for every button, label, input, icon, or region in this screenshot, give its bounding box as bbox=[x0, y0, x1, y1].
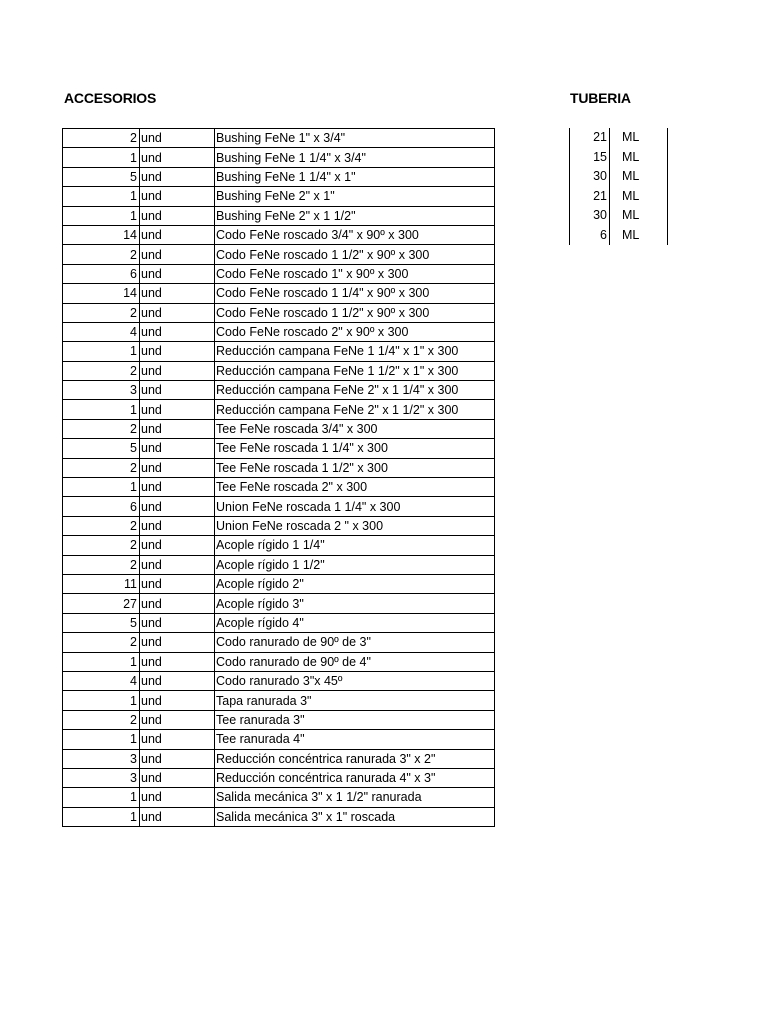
accesorio-row bbox=[63, 458, 495, 477]
description-cell: Codo FeNe roscado 1" x 90º x 300 bbox=[215, 264, 495, 283]
unit-cell: und bbox=[140, 691, 215, 710]
quantity-cell: 6 bbox=[63, 497, 140, 516]
unit-cell: und bbox=[140, 633, 215, 652]
accesorio-row bbox=[63, 225, 495, 244]
unit-cell: und bbox=[140, 381, 215, 400]
unit-cell: und bbox=[140, 749, 215, 768]
unit-cell: und bbox=[140, 458, 215, 477]
unit-cell: und bbox=[140, 187, 215, 206]
description-cell: Codo FeNe roscado 2" x 90º x 300 bbox=[215, 322, 495, 341]
tuberia-row bbox=[570, 226, 668, 246]
unit-cell: und bbox=[140, 148, 215, 167]
quantity-cell: 2 bbox=[63, 536, 140, 555]
unit-cell: und bbox=[140, 206, 215, 225]
unit-cell: und bbox=[140, 264, 215, 283]
description-cell: Reducción concéntrica ranurada 3" x 2" bbox=[215, 749, 495, 768]
quantity-cell: 2 bbox=[63, 555, 140, 574]
description-cell: Reducción campana FeNe 1 1/4" x 1" x 300 bbox=[215, 342, 495, 361]
unit-cell: und bbox=[140, 574, 215, 593]
unit-cell: und bbox=[140, 516, 215, 535]
description-cell: Codo ranurado de 90º de 4" bbox=[215, 652, 495, 671]
description-cell: Union FeNe roscada 1 1/4" x 300 bbox=[215, 497, 495, 516]
quantity-cell: 2 bbox=[63, 303, 140, 322]
accesorio-row bbox=[63, 303, 495, 322]
accesorio-row bbox=[63, 574, 495, 593]
description-cell: Codo ranurado 3"x 45º bbox=[215, 671, 495, 690]
quantity-cell: 21 bbox=[570, 187, 610, 207]
accesorio-row bbox=[63, 536, 495, 555]
accesorio-row bbox=[63, 206, 495, 225]
quantity-cell: 14 bbox=[63, 284, 140, 303]
description-cell: Tee ranurada 4" bbox=[215, 730, 495, 749]
quantity-cell: 1 bbox=[63, 342, 140, 361]
unit-cell: und bbox=[140, 284, 215, 303]
quantity-cell: 2 bbox=[63, 633, 140, 652]
accesorio-row bbox=[63, 768, 495, 787]
accesorio-row bbox=[63, 264, 495, 283]
quantity-cell: 1 bbox=[63, 400, 140, 419]
quantity-cell: 2 bbox=[63, 419, 140, 438]
accesorio-row bbox=[63, 284, 495, 303]
accesorio-row bbox=[63, 167, 495, 186]
unit-cell: ML bbox=[610, 148, 668, 168]
quantity-cell: 30 bbox=[570, 206, 610, 226]
accesorio-row bbox=[63, 633, 495, 652]
quantity-cell: 2 bbox=[63, 458, 140, 477]
accesorio-row bbox=[63, 613, 495, 632]
quantity-cell: 4 bbox=[63, 671, 140, 690]
description-cell: Union FeNe roscada 2 " x 300 bbox=[215, 516, 495, 535]
description-cell: Acople rígido 1 1/2" bbox=[215, 555, 495, 574]
description-cell: Bushing FeNe 2" x 1" bbox=[215, 187, 495, 206]
accesorio-row bbox=[63, 691, 495, 710]
unit-cell: und bbox=[140, 342, 215, 361]
unit-cell: und bbox=[140, 536, 215, 555]
quantity-cell: 5 bbox=[63, 167, 140, 186]
unit-cell: und bbox=[140, 361, 215, 380]
tuberia-table bbox=[569, 128, 668, 245]
quantity-cell: 2 bbox=[63, 361, 140, 380]
description-cell: Bushing FeNe 1 1/4" x 1" bbox=[215, 167, 495, 186]
accesorio-row bbox=[63, 322, 495, 341]
accesorio-row bbox=[63, 710, 495, 729]
description-cell: Codo ranurado de 90º de 3" bbox=[215, 633, 495, 652]
quantity-cell: 15 bbox=[570, 148, 610, 168]
unit-cell: und bbox=[140, 788, 215, 807]
quantity-cell: 1 bbox=[63, 788, 140, 807]
tuberia-row bbox=[570, 128, 668, 148]
unit-cell: und bbox=[140, 710, 215, 729]
unit-cell: und bbox=[140, 652, 215, 671]
unit-cell: und bbox=[140, 807, 215, 826]
unit-cell: ML bbox=[610, 128, 668, 148]
quantity-cell: 1 bbox=[63, 187, 140, 206]
description-cell: Acople rígido 3" bbox=[215, 594, 495, 613]
quantity-cell: 11 bbox=[63, 574, 140, 593]
accesorio-row bbox=[63, 148, 495, 167]
description-cell: Tee FeNe roscada 1 1/2" x 300 bbox=[215, 458, 495, 477]
description-cell: Bushing FeNe 2" x 1 1/2" bbox=[215, 206, 495, 225]
accesorio-row bbox=[63, 497, 495, 516]
accesorio-row bbox=[63, 652, 495, 671]
unit-cell: und bbox=[140, 129, 215, 148]
accesorio-row bbox=[63, 730, 495, 749]
description-cell: Reducción campana FeNe 2" x 1 1/2" x 300 bbox=[215, 400, 495, 419]
accesorio-row bbox=[63, 400, 495, 419]
description-cell: Salida mecánica 3" x 1" roscada bbox=[215, 807, 495, 826]
quantity-cell: 1 bbox=[63, 691, 140, 710]
description-cell: Tee ranurada 3" bbox=[215, 710, 495, 729]
description-cell: Acople rígido 4" bbox=[215, 613, 495, 632]
quantity-cell: 30 bbox=[570, 167, 610, 187]
quantity-cell: 2 bbox=[63, 129, 140, 148]
quantity-cell: 1 bbox=[63, 807, 140, 826]
description-cell: Tee FeNe roscada 1 1/4" x 300 bbox=[215, 439, 495, 458]
tuberia-row bbox=[570, 148, 668, 168]
quantity-cell: 1 bbox=[63, 652, 140, 671]
quantity-cell: 6 bbox=[570, 226, 610, 246]
accesorio-row bbox=[63, 594, 495, 613]
unit-cell: und bbox=[140, 439, 215, 458]
tuberia-row bbox=[570, 167, 668, 187]
accesorio-row bbox=[63, 381, 495, 400]
description-cell: Bushing FeNe 1 1/4" x 3/4" bbox=[215, 148, 495, 167]
unit-cell: und bbox=[140, 322, 215, 341]
quantity-cell: 2 bbox=[63, 710, 140, 729]
quantity-cell: 27 bbox=[63, 594, 140, 613]
unit-cell: und bbox=[140, 303, 215, 322]
description-cell: Acople rígido 1 1/4" bbox=[215, 536, 495, 555]
quantity-cell: 1 bbox=[63, 730, 140, 749]
description-cell: Acople rígido 2" bbox=[215, 574, 495, 593]
description-cell: Salida mecánica 3" x 1 1/2" ranurada bbox=[215, 788, 495, 807]
quantity-cell: 3 bbox=[63, 749, 140, 768]
description-cell: Tee FeNe roscada 2" x 300 bbox=[215, 478, 495, 497]
unit-cell: ML bbox=[610, 226, 668, 246]
accesorios-heading: ACCESORIOS bbox=[64, 90, 157, 106]
tuberia-row bbox=[570, 187, 668, 207]
unit-cell: und bbox=[140, 245, 215, 264]
description-cell: Codo FeNe roscado 3/4" x 90º x 300 bbox=[215, 225, 495, 244]
quantity-cell: 1 bbox=[63, 206, 140, 225]
accesorio-row bbox=[63, 419, 495, 438]
quantity-cell: 3 bbox=[63, 381, 140, 400]
quantity-cell: 3 bbox=[63, 768, 140, 787]
accesorio-row bbox=[63, 749, 495, 768]
accesorio-row bbox=[63, 478, 495, 497]
quantity-cell: 4 bbox=[63, 322, 140, 341]
unit-cell: und bbox=[140, 555, 215, 574]
unit-cell: und bbox=[140, 671, 215, 690]
unit-cell: und bbox=[140, 225, 215, 244]
accesorio-row bbox=[63, 187, 495, 206]
accesorio-row bbox=[63, 361, 495, 380]
description-cell: Reducción concéntrica ranurada 4" x 3" bbox=[215, 768, 495, 787]
accesorio-row bbox=[63, 439, 495, 458]
quantity-cell: 2 bbox=[63, 245, 140, 264]
quantity-cell: 5 bbox=[63, 613, 140, 632]
accesorio-row bbox=[63, 788, 495, 807]
unit-cell: und bbox=[140, 497, 215, 516]
description-cell: Tapa ranurada 3" bbox=[215, 691, 495, 710]
quantity-cell: 1 bbox=[63, 148, 140, 167]
accesorio-row bbox=[63, 516, 495, 535]
unit-cell: und bbox=[140, 400, 215, 419]
description-cell: Reducción campana FeNe 1 1/2" x 1" x 300 bbox=[215, 361, 495, 380]
unit-cell: ML bbox=[610, 167, 668, 187]
unit-cell: und bbox=[140, 419, 215, 438]
quantity-cell: 6 bbox=[63, 264, 140, 283]
description-cell: Codo FeNe roscado 1 1/2" x 90º x 300 bbox=[215, 245, 495, 264]
tuberia-row bbox=[570, 206, 668, 226]
unit-cell: und bbox=[140, 167, 215, 186]
unit-cell: ML bbox=[610, 187, 668, 207]
quantity-cell: 2 bbox=[63, 516, 140, 535]
description-cell: Tee FeNe roscada 3/4" x 300 bbox=[215, 419, 495, 438]
accesorio-row bbox=[63, 807, 495, 826]
accesorio-row bbox=[63, 129, 495, 148]
accesorio-row bbox=[63, 671, 495, 690]
unit-cell: und bbox=[140, 613, 215, 632]
unit-cell: und bbox=[140, 594, 215, 613]
unit-cell: und bbox=[140, 478, 215, 497]
tuberia-heading: TUBERIA bbox=[570, 90, 631, 106]
unit-cell: und bbox=[140, 730, 215, 749]
unit-cell: und bbox=[140, 768, 215, 787]
quantity-cell: 21 bbox=[570, 128, 610, 148]
accesorio-row bbox=[63, 342, 495, 361]
description-cell: Reducción campana FeNe 2" x 1 1/4" x 300 bbox=[215, 381, 495, 400]
accesorio-row bbox=[63, 555, 495, 574]
quantity-cell: 5 bbox=[63, 439, 140, 458]
description-cell: Codo FeNe roscado 1 1/2" x 90º x 300 bbox=[215, 303, 495, 322]
unit-cell: ML bbox=[610, 206, 668, 226]
description-cell: Codo FeNe roscado 1 1/4" x 90º x 300 bbox=[215, 284, 495, 303]
description-cell: Bushing FeNe 1" x 3/4" bbox=[215, 129, 495, 148]
accesorios-table bbox=[62, 128, 495, 827]
quantity-cell: 14 bbox=[63, 225, 140, 244]
quantity-cell: 1 bbox=[63, 478, 140, 497]
accesorio-row bbox=[63, 245, 495, 264]
